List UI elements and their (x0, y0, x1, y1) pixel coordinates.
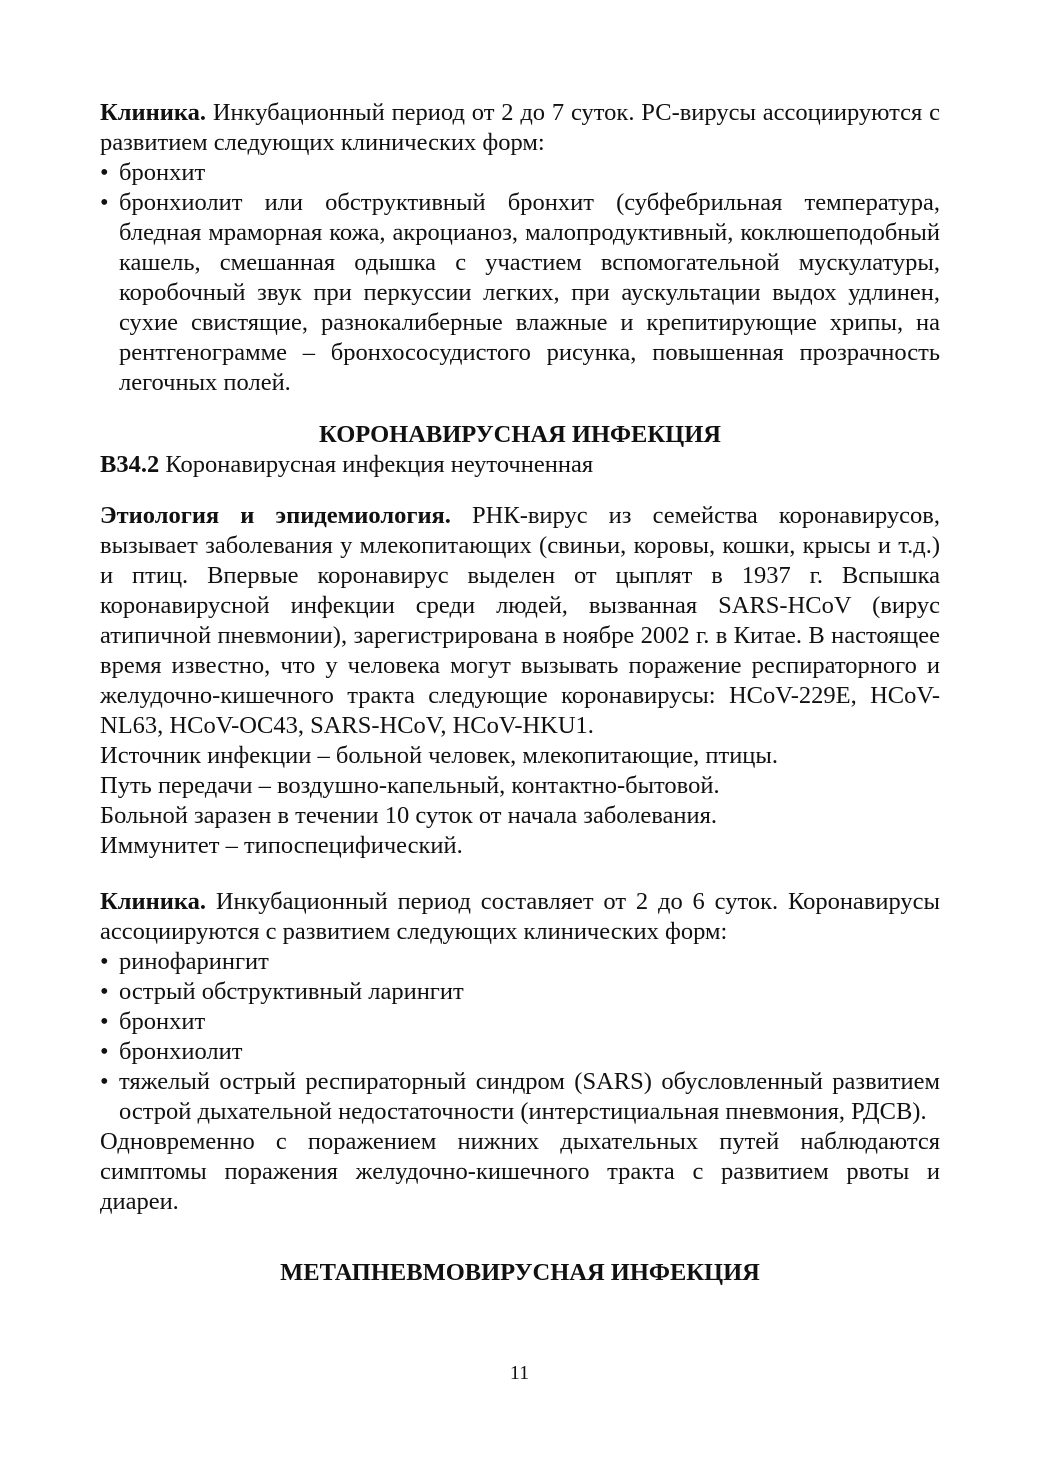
bullet-icon: • (100, 189, 109, 216)
spacer (100, 861, 940, 887)
list-item: • бронхиолит или обструктивный бронхит (субфебрильная температура, бледная мраморная кожа, акроцианоз, малопродуктивный, коклюшеподобный кашель, смешанная одышка с участием вспомогательной мускулатуры, коробочный звук при перкуссии легких, при аускультации выдох удлинен, сухие свистящие, разнокалиберные влажные и крепитирующие хрипы, на рентгенограмме – бронхососудистого рисунка, повышенная прозрачность легочных полей. (100, 189, 940, 396)
spacer (100, 1217, 940, 1258)
clinic-text: Инкубационный период от 2 до 7 суток. РС-вирусы ассоциируются с развитием следующих клинических форм: (100, 99, 940, 156)
text-line: Иммунитет – типоспецифический. (100, 832, 463, 859)
closing-paragraph: Одновременно с поражением нижних дыхательных путей наблюдаются симптомы поражения желудочно-кишечного тракта с развитием рвоты и диареи. (100, 1128, 940, 1215)
section-heading-coronavirus: КОРОНАВИРУСНАЯ ИНФЕКЦИЯ (319, 421, 721, 448)
spacer (100, 398, 940, 420)
clinic-label: Клиника. (100, 888, 206, 915)
list-item: • бронхит (100, 159, 206, 186)
bullet-icon: • (100, 159, 109, 186)
clinic-text: Инкубационный период составляет от 2 до 6 суток. Коронавирусы ассоциируются с развитием следующих клинических форм: (100, 888, 940, 945)
icd-code: B34.2 (100, 451, 160, 478)
list-item: • ринофарингит (100, 948, 269, 975)
text-line: Больной заразен в течении 10 суток от начала заболевания. (100, 802, 718, 829)
etiology-label: Этиология и эпидемиология. (100, 502, 451, 529)
spacer (100, 480, 940, 501)
etiology-text: РНК-вирус из семейства коронавирусов, вызывает заболевания у млекопитающих (свиньи, коровы, кошки, крысы и т.д.) и птиц. Впервые коронавирус выделен от цыплят в 1937 г. Вспышка коронавирусной инфекции среди людей, вызванная SARS-HCoV (вирус атипичной пневмонии), зарегистрирована в ноябре 2002 г. в Китае. В настоящее время известно, что у человека могут вызывать поражение респираторного и желудочно-кишечного тракта следующие коронавирусы: HCoV-229E, HCoV-NL63, HCoV-OC43, SARS-HCoV, HCoV-HKU1. (100, 502, 940, 739)
bullet-icon: • (100, 948, 109, 975)
list-item: • острый обструктивный ларингит (100, 978, 464, 1005)
icd-description: Коронавирусная инфекция неуточненная (159, 451, 594, 478)
etiology-paragraph (100, 501, 940, 741)
page-content (100, 98, 940, 1288)
page-number: 11 (509, 1362, 530, 1384)
rsv-forms-list (100, 158, 940, 398)
list-item: • бронхиолит (100, 1038, 243, 1065)
bullet-icon: • (100, 978, 109, 1005)
corona-forms-list (100, 947, 940, 1127)
list-item: • тяжелый острый респираторный синдром (SARS) обусловленный развитием острой дыхательной недостаточности (интерстициальная пневмония, РДСВ). (100, 1068, 940, 1125)
list-item: • бронхит (100, 1008, 206, 1035)
bullet-icon: • (100, 1038, 109, 1065)
clinic-paragraph-corona (100, 887, 940, 947)
icd-code-line (100, 450, 940, 480)
bullet-icon: • (100, 1068, 109, 1095)
text-line: Источник инфекции – больной человек, млекопитающие, птицы. (100, 742, 779, 769)
clinic-label: Клиника. (100, 99, 206, 126)
text-line: Путь передачи – воздушно-капельный, контактно-бытовой. (100, 772, 720, 799)
section-heading-metapneumovirus: МЕТАПНЕВМОВИРУСНАЯ ИНФЕКЦИЯ (280, 1259, 760, 1286)
clinic-paragraph-rsv (100, 98, 940, 158)
bullet-icon: • (100, 1008, 109, 1035)
